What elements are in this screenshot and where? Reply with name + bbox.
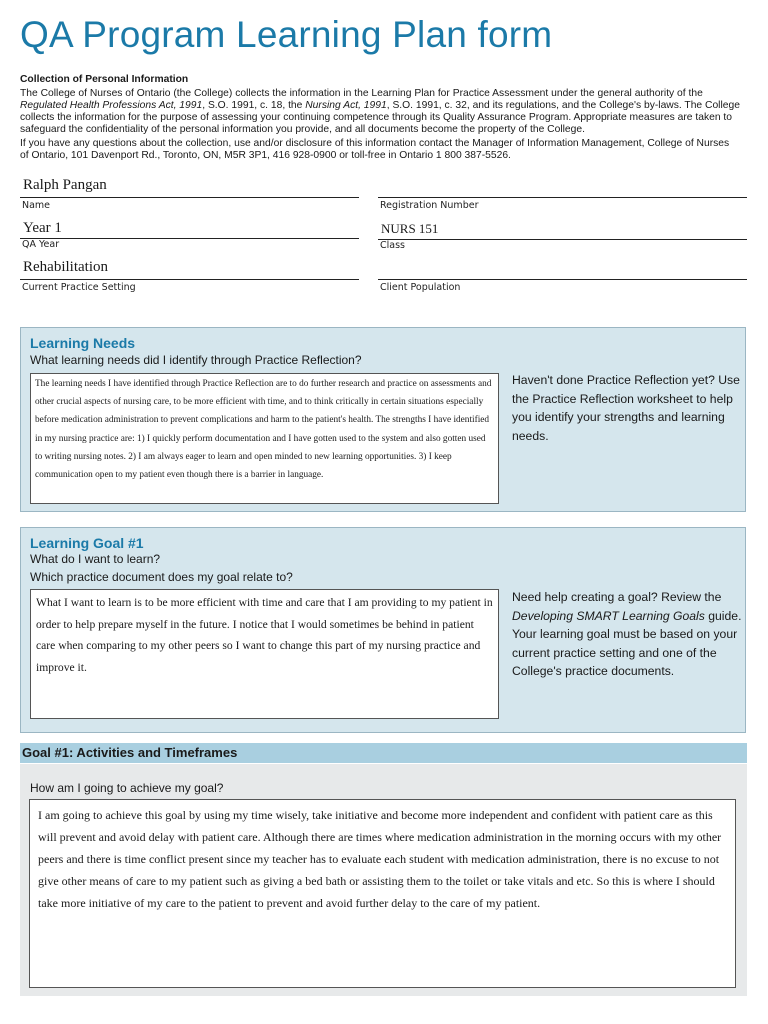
registration-number-field[interactable] (378, 175, 747, 211)
activities-answer[interactable]: I am going to achieve this goal by using my time wisely, take initiative and become more independent and confident with patient care as this will prevent and avoid delay with patient care. Although there are times where medication administration in the morning occurs with my other peers and there is time conflict present since my teacher has to evaluate each student with medication administration, there is no excuse to not give other means of care to my patient such as giving a bed bath or assisting them to the toilet or take vitals and etc. So this is where I should take more initiative of my care to the patient to prevent and avoid further delay to the care of my patient. (29, 799, 736, 988)
class-value[interactable]: NURS 151 (381, 221, 439, 236)
learning-needs-question: What learning needs did I identify through Practice Reflection? (30, 353, 362, 367)
registration-number-label: Registration Number (380, 200, 479, 211)
learning-goal-question-1: What do I want to learn? (30, 552, 161, 566)
activities-question: How am I going to achieve my goal? (30, 781, 224, 795)
learning-needs-help (512, 371, 742, 445)
learning-goal-help-suffix: guide. (704, 608, 742, 623)
privacy-notice (20, 74, 740, 162)
privacy-text-c: , S.O. 1991, c. 32, and its regulations, and the College's by-laws. The College collects the information for the purpose of assessing your continuing competence through its Quality Assurance Program. Appropriate measures are taken to safeguard the confidentiality of the personal information you provide, and all documents become the property of the College. (20, 100, 740, 135)
learning-needs-help-text: Haven't done Practice Reflection yet? Use the Practice Reflection worksheet to help you identify your strengths and learning needs. (512, 373, 740, 443)
learning-needs-panel (20, 327, 746, 512)
name-label: Name (22, 200, 51, 211)
activities-header: Goal #1: Activities and Timeframes (20, 743, 747, 763)
client-population-value[interactable] (378, 257, 747, 277)
learning-goal-title: Learning Goal #1 (30, 535, 144, 551)
privacy-text-b: , S.O. 1991, c. 18, the (202, 100, 306, 111)
qa-year-value[interactable]: Year 1 (23, 220, 62, 236)
practice-setting-label: Current Practice Setting (22, 282, 136, 293)
smart-goals-guide-link[interactable]: Developing SMART Learning Goals (512, 608, 705, 623)
practice-setting-field[interactable] (20, 257, 359, 293)
class-field[interactable] (378, 219, 747, 251)
page-title: QA Program Learning Plan form (20, 14, 553, 55)
qa-year-label: QA Year (22, 239, 60, 250)
privacy-act-2: Nursing Act, 1991 (305, 100, 387, 111)
privacy-heading: Collection of Personal Information (20, 74, 189, 85)
learning-goal-help-line-2: Your learning goal must be based on your current practice setting and one of the College's practice documents. (512, 627, 738, 678)
registration-number-value[interactable] (378, 175, 747, 195)
qa-year-field[interactable] (20, 218, 359, 250)
privacy-paragraph-2: If you have any questions about the collection, use and/or disclosure of this information contact the Manager of Information Management, College of Nurses of Ontario, 101 Davenport Rd., Toronto, ON, M5R 3P1, 416 928-0900 or toll-free in Ontario 1 800 387-5526. (20, 138, 730, 161)
client-population-label: Client Population (380, 282, 461, 293)
practice-setting-value[interactable]: Rehabilitation (23, 259, 108, 275)
learning-goal-question-2: Which practice document does my goal relate to? (30, 570, 293, 584)
learning-goal-help (512, 588, 742, 681)
privacy-act-1: Regulated Health Professions Act, 1991 (20, 100, 203, 111)
privacy-text-a: The College of Nurses of Ontario (the College) collects the information in the Learning Plan for Practice Assessment under the general authority of the (20, 88, 703, 99)
learning-needs-title: Learning Needs (30, 335, 136, 351)
name-field[interactable] (20, 175, 359, 211)
name-value[interactable]: Ralph Pangan (23, 177, 107, 193)
learning-goal-panel (20, 527, 746, 733)
activities-section (20, 764, 747, 996)
learning-needs-answer[interactable]: The learning needs I have identified through Practice Reflection are to do further research and practice on assessments and other crucial aspects of nursing care, to be more efficient with time, and to think critically in certain situations especially before medication administration to prevent complications and harm to the patient's health. The strengths I have identified in my nursing practice are: 1) I quickly perform documentation and I have gotten used to the system and also gotten used to writing nursing notes. 2) I am always eager to learn and open minded to new learning opportunities. 3) I keep communication open to my patient even though there is a barrier in language. (30, 373, 499, 504)
learning-goal-help-line-1 (512, 588, 742, 625)
learning-goal-help-prefix: Need help creating a goal? Review the (512, 590, 722, 604)
learning-goal-answer[interactable]: What I want to learn is to be more efficient with time and care that I am providing to my patient in order to help prepare myself in the future. I notice that I would sometimes be behind in patient care when comparing to my other peers so I want to change this part of my nursing practice and improve it. (30, 589, 499, 719)
privacy-paragraph-1 (20, 88, 740, 136)
class-label: Class (380, 240, 405, 251)
client-population-field[interactable] (378, 257, 747, 293)
